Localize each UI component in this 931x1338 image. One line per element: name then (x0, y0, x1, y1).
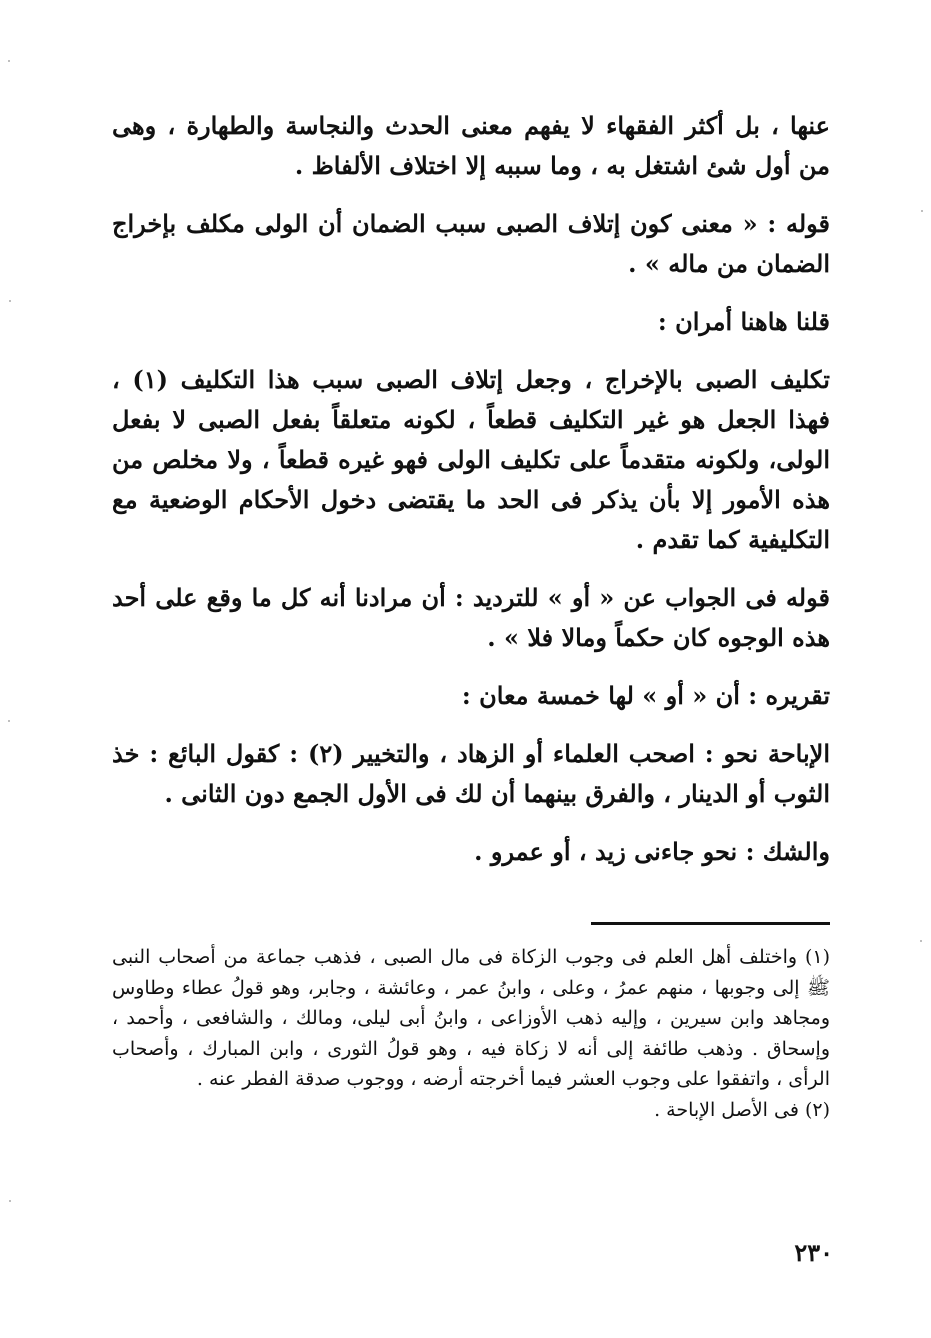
footnote-2: (٢) فى الأصل الإباحة . (654, 1098, 830, 1121)
scan-speck (9, 1200, 11, 1202)
paragraph-4: تكليف الصبى بالإخراج ، وجعل إتلاف الصبى سبب هذا التكليف (١) ، فهذا الجعل هو غير التكليف قطعاً ، لكونه متعلقاً بفعل الصبى لا بفعل الولى، ولكونه متقدماً على تكليف الولى فهو غيره قطعاً ، ولا مخلص من هذه الأمور إلا بأن يذكر فى الحد ما يقتضى دخول الأحكام الوضعية مع التكليفية كما تقدم . (112, 365, 830, 554)
paragraph-5: قوله فى الجواب عن « أو » للترديد : أن مرادنا أنه كل ما وقع على أحد هذه الوجوه كان حكماً ومالا فلا » . (112, 583, 830, 652)
scan-speck (921, 210, 923, 212)
paragraph-1: عنها ، بل أكثر الفقهاء لا يفهم معنى الحدث والنجاسة والطهارة ، وهى من أول شئ اشتغل به ، وما سببه إلا اختلاف الألفاظ . (112, 111, 830, 180)
paragraph-2: قوله : « معنى كون إتلاف الصبى سبب الضمان أن الولى مكلف بإخراج الضمان من ماله » . (112, 209, 830, 278)
footnote-1: (١) واختلف أهل العلم فى وجوب الزكاة فى مال الصبى ، فذهب جماعة من أصحاب النبى ﷺ إلى وجوبها ، منهم عمرُ ، وعلى ، وابنُ عمر ، وعائشة ، وجابر، وهو قولُ عطاء وطاوس ومجاهد وابن سيرين ، وإليه ذهب الأوزاعى ، وابنُ أبى ليلى، ومالك ، والشافعى ، وأحمد ، وإسحاق . وذهب طائفة إلى أنه لا زكاة فيه ، وهو قولُ الثورى ، وابن المبارك ، وأصحاب الرأى ، واتفقوا على وجوب العشر فيما أخرجته أرضه ، ووجوب صدقة الفطر عنه . (112, 946, 830, 1090)
footnotes (112, 942, 830, 1125)
paragraph-3: قلنا هاهنا أمران : (657, 307, 830, 336)
paragraph-6: تقريره : أن « أو » لها خمسة معان : (461, 681, 830, 710)
main-text (112, 106, 830, 890)
scan-speck (8, 720, 10, 722)
scan-speck (9, 300, 11, 302)
page-number: ٢٣٠ (794, 1238, 833, 1267)
scan-speck (8, 60, 10, 62)
scan-speck (920, 940, 922, 942)
paragraph-8: والشك : نحو جاءنى زيد ، أو عمرو . (474, 837, 830, 866)
footnote-separator (591, 922, 830, 925)
paragraph-7: الإباحة نحو : اصحب العلماء أو الزهاد ، والتخيير (٢) : كقول البائع : خذ الثوب أو الدينار ، والفرق بينهما أن لك فى الأول الجمع دون الثانى . (112, 739, 831, 808)
